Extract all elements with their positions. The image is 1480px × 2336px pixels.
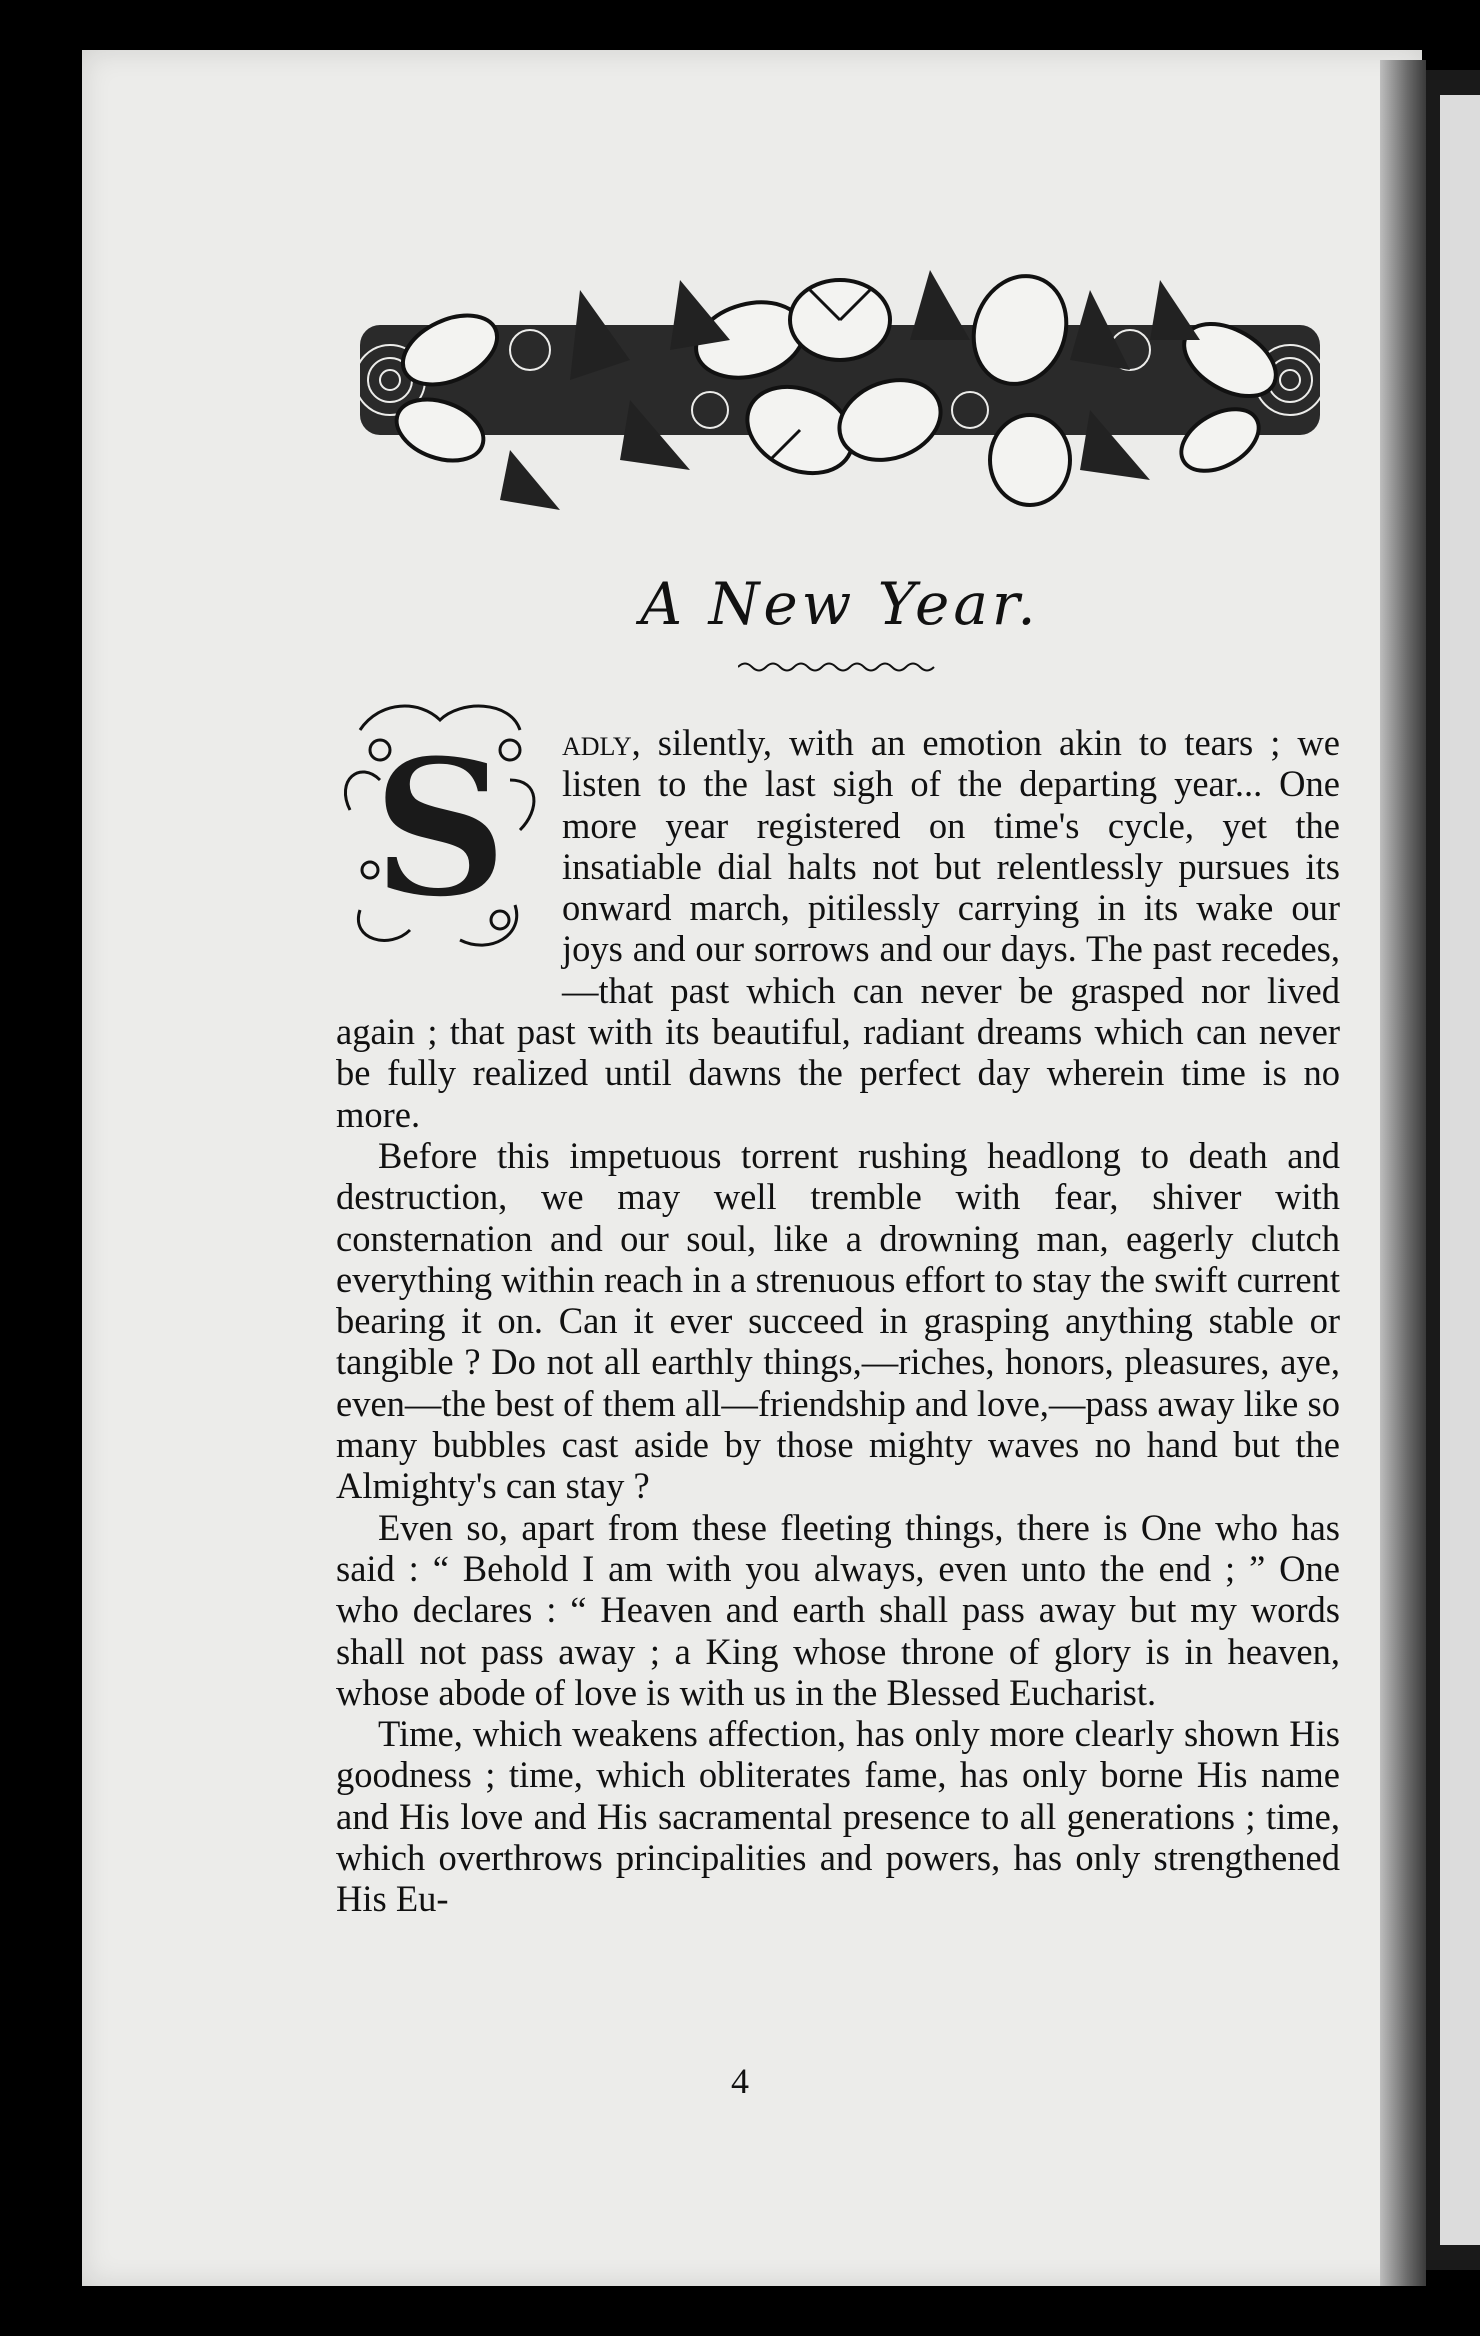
paragraph-1-text: silently, with an emotion akin to tears ; we listen to the last sigh of the departing year... One more year registered on time's cycle, yet the insatiable dial halts not but relentlessly pursues its onward march, pitilessly carrying in its wake our joys and our sorrows and our days. The past recedes,—that past which can never be grasped nor lived again ; that past with its beautiful, radiant dreams which can never be fully realized until dawns the perfect day wherein time is no more. bbox=[336, 722, 1340, 1135]
page-title: A New Year. bbox=[640, 570, 1040, 638]
page-edge-shadow bbox=[1380, 60, 1426, 2286]
paragraph-2: Before this impetuous torrent rushing headlong to death and destruction, we may well tremble with fear, shiver with consternation and our soul, like a drowning man, eagerly clutch everything within reach in a strenuous effort to stay the swift current bearing it on. Can it ever succeed in grasping anything stable or tangible ? Do not all earthly things,—riches, honors, pleasures, aye, even—the best of them all—friendship and love,—pass away like so many bubbles cast aside by those mighty waves no hand but the Almighty's can stay ? bbox=[336, 1134, 1340, 1507]
article-body bbox=[336, 722, 1340, 1920]
opening-word: adly, bbox=[562, 722, 641, 763]
drop-cap-letter: S bbox=[371, 717, 509, 940]
paragraph-3: Even so, apart from these fleeting things, there is One who has said : “ Behold I am with you always, even unto the end ; ” One who declares : “ Heaven and earth shall pass away but my words shall not pass away ; a King whose throne of glory is in heaven, whose abode of love is with us in the Blessed Eucharist. bbox=[336, 1506, 1340, 1713]
next-page-edge bbox=[1440, 95, 1480, 2245]
page-number: 4 bbox=[731, 2061, 749, 2101]
floral-headpiece-ornament bbox=[330, 230, 1350, 550]
drop-cap-spacer bbox=[336, 722, 562, 972]
paragraph-4: Time, which weakens affection, has only more clearly shown His goodness ; time, which obliterates fame, has only borne His name and His love and His sacramental presence to all generations ; time, which overthrows principalities and powers, has only strengthened His Eu- bbox=[336, 1713, 1340, 1920]
wavy-rule-ornament bbox=[738, 660, 938, 674]
